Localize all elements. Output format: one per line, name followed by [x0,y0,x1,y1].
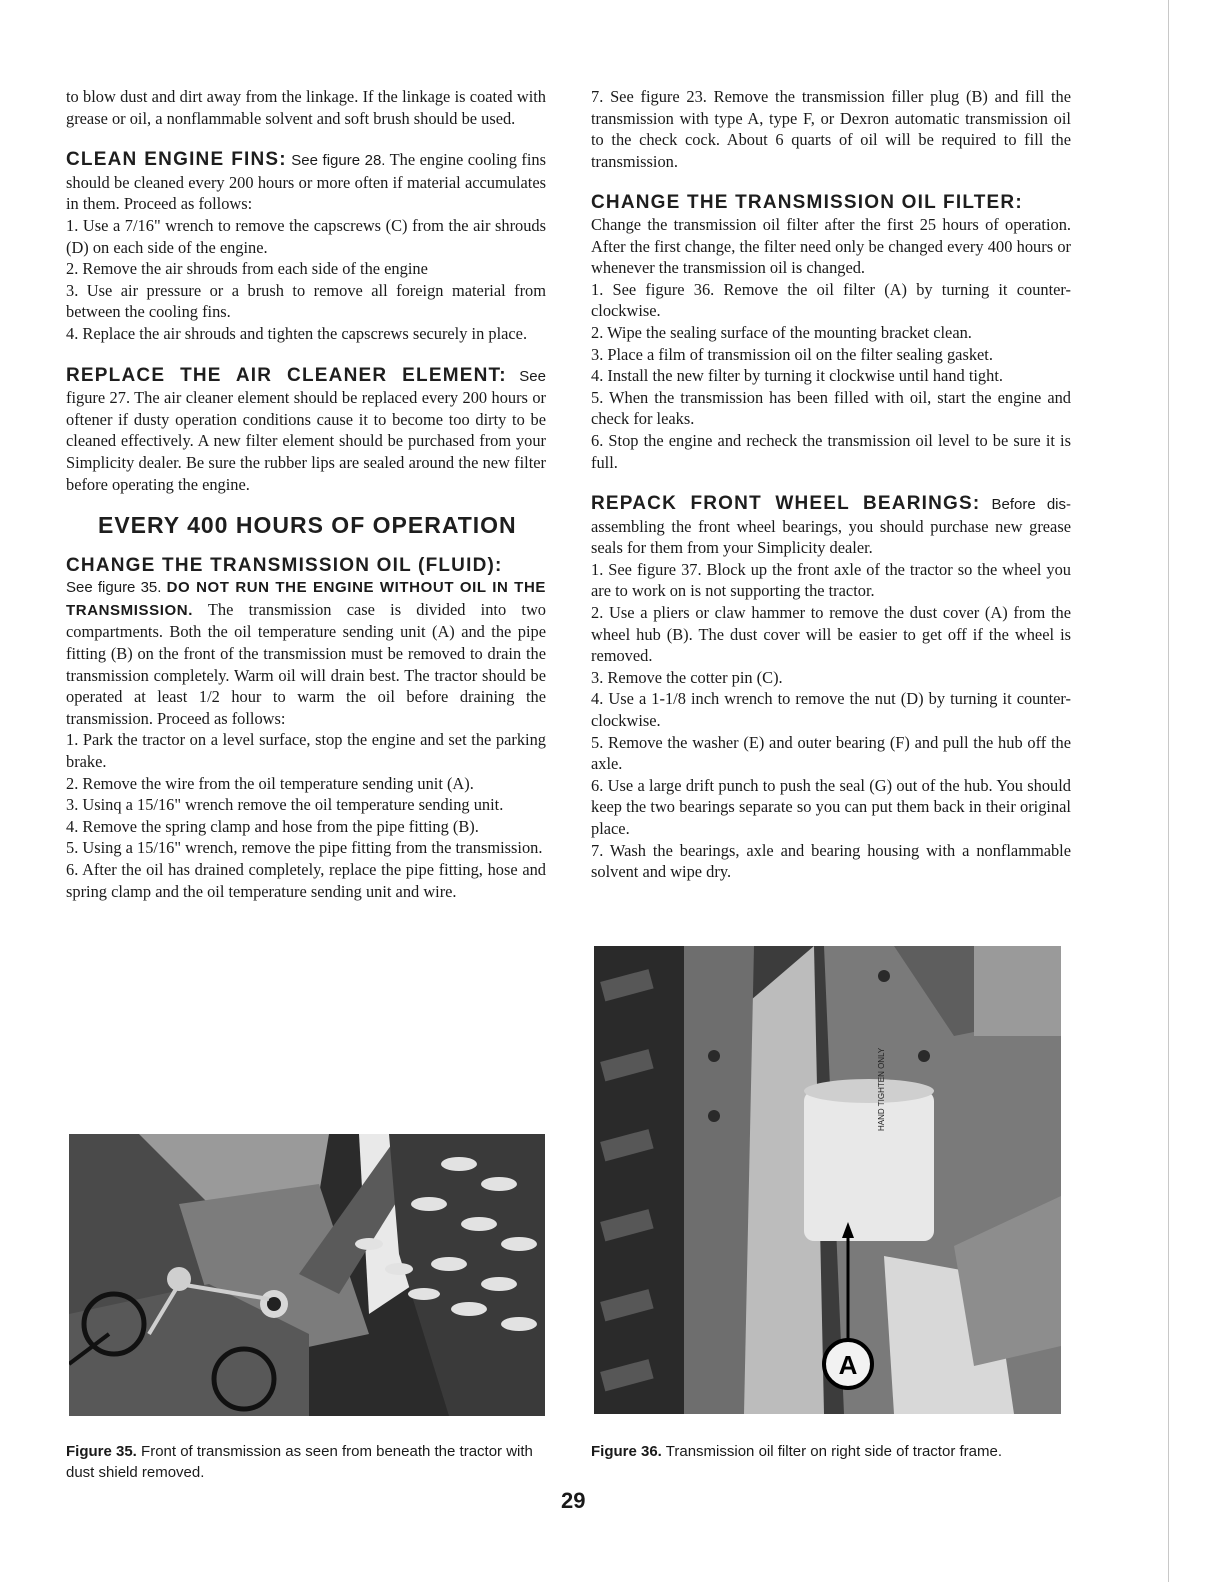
fins-paragraph [66,149,546,215]
fins-heading: CLEAN ENGINE FINS: [66,149,287,171]
filter-step: 5. When the transmission has been filled with oil, start the engine and check for leaks. [591,387,1071,429]
bearings-step: 6. Use a large drift punch to push the seal (G) out of the hub. You should keep the two bearings separate so you can put them back in their original place. [591,775,1071,838]
fluid-lead: See figure 35. [66,579,162,597]
fluid-step: 1. Park the tractor on a level surface, stop the engine and set the parking brake. [66,730,546,772]
fluid-step: 4. Remove the spring clamp and hose from the pipe fitting (B). [66,816,479,836]
fluid-text: The transmission case is divided into two compartments. Both the oil temperature sending unit (A) and the pipe fitting (B) on the front of the transmission must be removed to drain the transmission completely. Warm oil will drain best. The tractor should be operated at least 1/2 hour to warm the oil before draining the transmission. Proceed as follows: [66,599,546,728]
figure-35-photo [69,1134,545,1416]
fluid-warning: DO NOT RUN THE ENGINE WITHOUT OIL IN THE TRANSMISSION. [66,579,546,619]
filter-step: 6. Stop the engine and recheck the transmission oil level to be sure it is full. [591,430,1071,472]
bearings-step: 1. See figure 37. Block up the front axle of the tractor so the wheel you are to work on is not supporting the tractor. [591,559,1071,601]
fins-step: 1. Use a 7/16" wrench to remove the capscrews (C) from the air shrouds (D) on each side of the engine. [66,215,546,257]
fins-text: The engine cooling fins should be cleaned every 200 hours or more often if material accumulates in them. Proceed as follows: [66,150,546,214]
bearings-step: 3. Remove the cotter pin (C). [591,667,783,687]
fins-step: 4. Replace the air shrouds and tighten the capscrews securely in place. [66,323,528,343]
oil-filter-section [591,192,1071,473]
fluid-heading-line [66,555,546,577]
air-heading: REPLACE THE AIR CLEANER ELEMENT: [66,364,507,386]
transmission-photo-svg [69,1134,545,1416]
bearings-text: assembling the front wheel bearings, you should purchase new grease seals for them from your Simplicity dealer. [591,516,1071,558]
figure-35-caption [66,1441,548,1483]
figure-36-label: Figure 36. [591,1443,662,1460]
filter-heading-line [591,192,1071,214]
filter-label-text: HAND TIGHTEN ONLY [877,1047,886,1131]
air-cleaner-section [66,365,546,496]
wheel-bearings-section [591,493,1071,883]
fluid-step: 3. Usinq a 15/16" wrench remove the oil temperature sending unit. [66,795,504,815]
fins-step: 3. Use air pressure or a brush to remove all foreign material from between the cooling fins. [66,280,546,322]
fluid-paragraph [66,576,546,729]
fluid-heading: CHANGE THE TRANSMISSION OIL (FLUID): [66,554,503,576]
bearings-heading: REPACK FRONT WHEEL BEARINGS: [591,493,981,515]
clean-engine-fins-section [66,149,546,344]
intro-paragraph: to blow dust and dirt away from the linkage. If the linkage is coated with grease or oil, a nonflammable solvent and soft brush should be used. [66,87,546,128]
bearings-step: 2. Use a pliers or claw hammer to remove the dust cover (A) from the wheel hub (B). The dust cover will be easier to get off if the wheel is removed. [591,603,1071,666]
page-edge-line [1168,0,1169,1582]
filter-heading: CHANGE THE TRANSMISSION OIL FILTER: [591,192,1023,214]
figure-36-caption-text: Transmission oil filter on right side of tractor frame. [665,1443,1002,1460]
air-paragraph [66,365,546,496]
filter-step: 4. Install the new filter by turning it clockwise until hand tight. [591,366,1003,386]
fluid-step: 6. After the oil has drained completely, replace the pipe fitting, hose and spring clamp and the oil temperature sending unit and wire. [66,860,546,901]
filter-paragraph: Change the transmission oil filter after the first 25 hours of operation. After the first change, the filter need only be changed every 400 hours or whenever the transmission oil is changed. [591,214,1071,278]
air-text: figure 27. The air cleaner element should be replaced every 200 hours or oftener if dusty operation conditions cause it to become too dirty to be cleaned effectively. A new filter element should be purchased from your Simplicity dealer. Be sure the rubber lips are sealed around the new filter before operating the engine. [66,388,546,494]
filter-step: 3. Place a film of transmission oil on the filter sealing gasket. [591,344,993,364]
left-column [66,86,546,902]
bearings-step: 7. Wash the bearings, axle and bearing housing with a nonflammable solvent and wipe dry. [591,840,1071,882]
bearings-paragraph [591,493,1071,559]
step7-paragraph: 7. See figure 23. Remove the transmission filler plug (B) and fill the transmission with type A, type F, or Dexron automatic transmission oil to the check cock. About 6 quarts of oil will be required to fill the transmission. [591,87,1071,171]
transmission-fluid-section [66,555,546,903]
filter-step: 1. See figure 36. Remove the oil filter (A) by turning it counter-clockwise. [591,279,1071,321]
air-lead: See [519,367,546,385]
fins-lead: See figure 28. [291,152,386,170]
section-title: EVERY 400 HOURS OF OPERATION [98,512,517,539]
figure-35-caption-text: Front of transmission as seen from beneath the tractor with dust shield removed. [66,1443,533,1481]
bearings-step: 4. Use a 1-1/8 inch wrench to remove the nut (D) by turning it counter-clockwise. [591,689,1071,731]
bearings-lead: Before dis- [991,496,1071,514]
filter-step: 2. Wipe the sealing surface of the mounting bracket clean. [591,322,972,342]
bearings-step: 5. Remove the washer (E) and outer bearing (F) and pull the hub off the axle. [591,732,1071,774]
callout-label: A [838,1350,858,1380]
fins-step: 2. Remove the air shrouds from each side of the engine [66,259,428,279]
fluid-step: 5. Using a 15/16" wrench, remove the pipe fitting from the transmission. [66,838,543,858]
figure-36-caption [591,1441,1073,1462]
fluid-step: 2. Remove the wire from the oil temperature sending unit (A). [66,773,474,793]
figure-36-photo [594,946,1061,1414]
page-number: 29 [561,1488,586,1513]
oil-filter-photo-svg [594,946,1061,1414]
right-column [591,86,1071,883]
figure-35-label: Figure 35. [66,1443,137,1460]
